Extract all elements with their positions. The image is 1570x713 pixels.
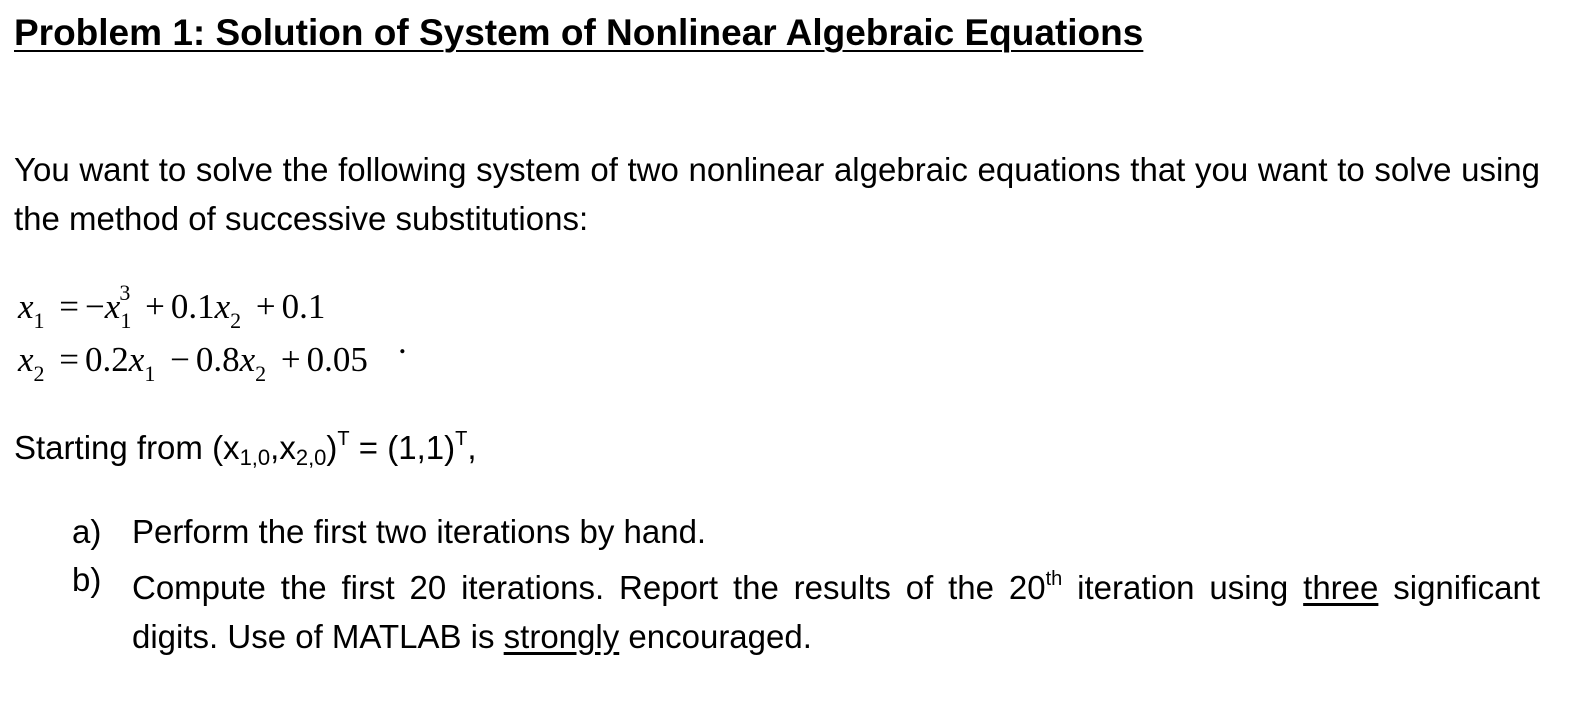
list-marker-b: b) bbox=[72, 561, 102, 598]
underlined-three: three bbox=[1303, 569, 1379, 606]
intro-paragraph: You want to solve the following system of two nonlinear algebraic equations that you want to solve using the method of successive substitutions: bbox=[14, 151, 1540, 237]
equation-period: . bbox=[398, 322, 407, 361]
equation-2: $x_2 = 0.2x_1 - 0.8x_2 + 0.05$ bbox=[18, 340, 368, 386]
equation-1: $x_1 = -x_1^3 + 0.1x_2 + 0.1$ bbox=[18, 280, 326, 333]
list-text-b: Compute the first 20 iterations. Report the results of the 20th iteration using three significant digits. Use of MATLAB is strongly encouraged. bbox=[132, 568, 1540, 655]
problem-title: Problem 1: Solution of System of Nonlinear Algebraic Equations bbox=[14, 12, 1144, 53]
list-text-a: Perform the first two iterations by hand. bbox=[132, 513, 707, 550]
starting-condition: Starting from $(x_{1,0},x_{2,0})^T = (1,1)^T$, bbox=[14, 428, 477, 470]
underlined-strongly: strongly bbox=[503, 618, 620, 655]
list-marker-a: a) bbox=[72, 513, 102, 550]
